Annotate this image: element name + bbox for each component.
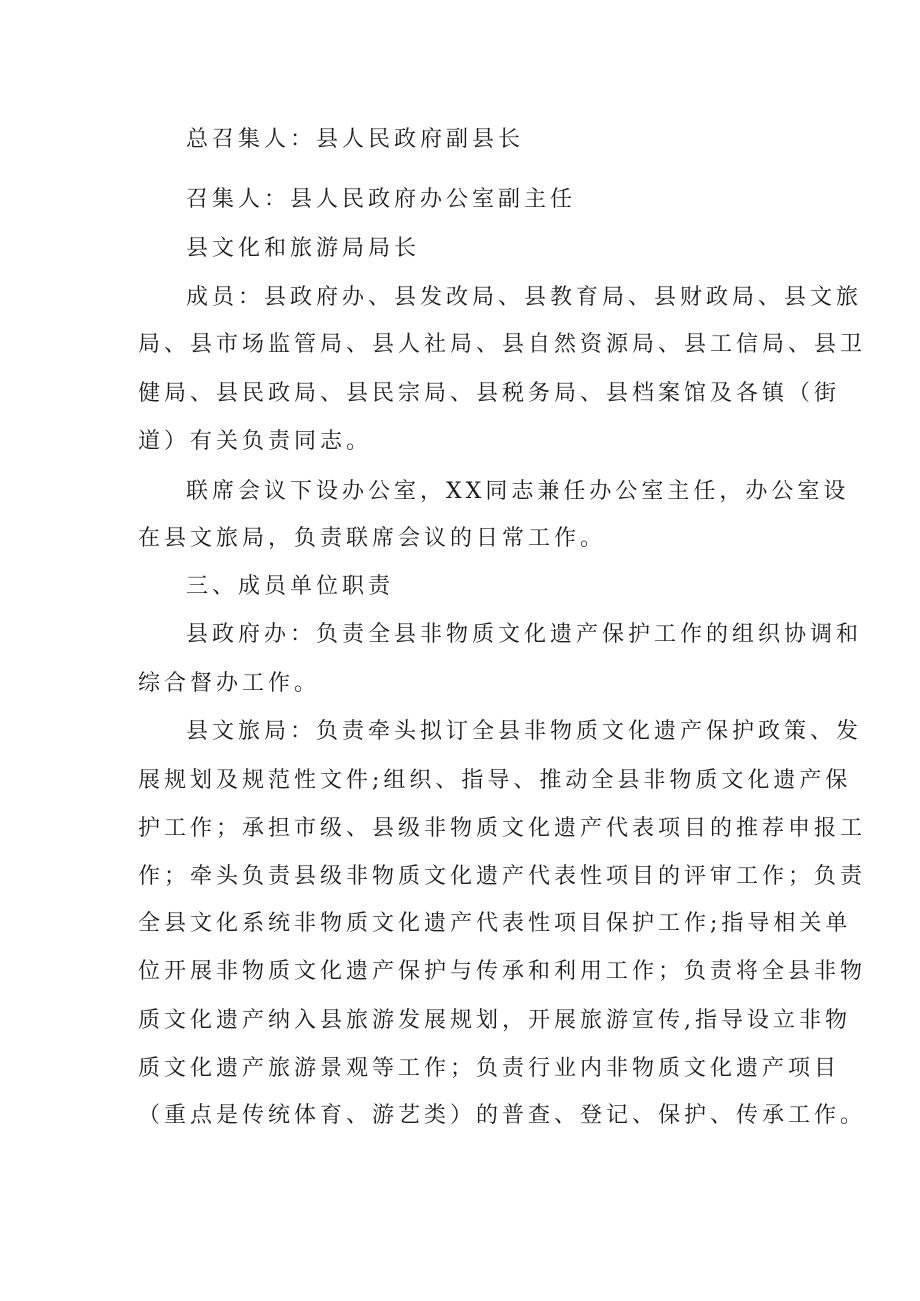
text-line: 位开展非物质文化遗产保护与传承和利用工作；负责将全县非物 <box>138 959 867 984</box>
text-line: 在县文旅局，负责联席会议的日常工作。 <box>138 526 607 551</box>
text-line: 局、县市场监管局、县人社局、县自然资源局、县工信局、县卫 <box>138 332 867 357</box>
text-line: 展规划及规范性文件;组织、指导、推动全县非物质文化遗产保 <box>138 768 852 793</box>
text-line: 县文化和旅游局局长 <box>186 236 421 261</box>
text-line: 质文化遗产旅游景观等工作；负责行业内非物质文化遗产项目 <box>138 1056 841 1081</box>
text-line: 县政府办：负责全县非物质文化遗产保护工作的组织协调和 <box>186 622 863 647</box>
section-heading: 三、成员单位职责 <box>186 574 395 599</box>
text-line: 召集人：县人民政府办公室副主任 <box>186 187 577 212</box>
text-line: 县文旅局：负责牵头拟订全县非物质文化遗产保护政策、发 <box>186 719 863 744</box>
text-line: 作；牵头负责县级非物质文化遗产代表性项目的评审工作；负责 <box>138 864 867 889</box>
text-line: 总召集人：县人民政府副县长 <box>186 127 525 152</box>
text-line: 综合督办工作。 <box>138 671 321 696</box>
text-line: 联席会议下设办公室，XX同志兼任办公室主任，办公室设 <box>186 479 850 504</box>
text-line: 质文化遗产纳入县旅游发展规划，开展旅游宣传,指导设立非物 <box>138 1008 851 1033</box>
text-line: 道）有关负责同志。 <box>138 429 373 454</box>
text-line: 成员：县政府办、县发改局、县教育局、县财政局、县文旅 <box>186 285 863 310</box>
text-line: （重点是传统体育、游艺类）的普查、登记、保护、传承工作。 <box>138 1103 867 1128</box>
text-line: 全县文化系统非物质文化遗产代表性项目保护工作;指导相关单 <box>138 911 852 936</box>
text-line: 健局、县民政局、县民宗局、县税务局、县档案馆及各镇（街 <box>138 381 841 406</box>
text-line: 护工作；承担市级、县级非物质文化遗产代表项目的推荐申报工 <box>138 816 867 841</box>
